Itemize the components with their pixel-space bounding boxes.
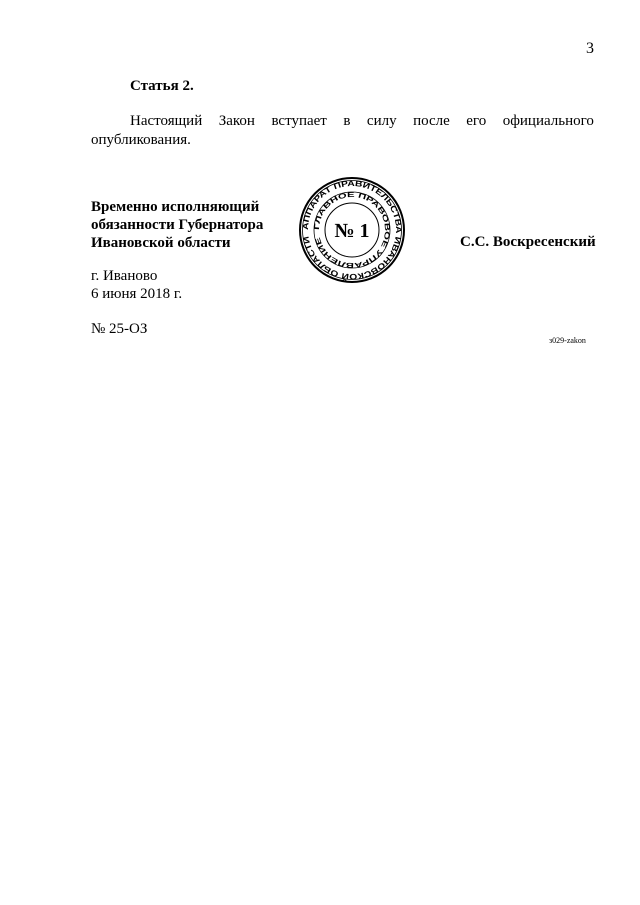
signer-title-line: Временно исполняющий: [91, 199, 260, 215]
article-body: [91, 112, 594, 150]
article-word: Настоящий: [130, 113, 203, 129]
article-first-line: [91, 112, 594, 131]
seal-center-label: № 1: [334, 220, 370, 242]
signer-title-line: обязанности Губернатора: [91, 217, 264, 233]
signer-title-line: Ивановской области: [91, 235, 231, 251]
place-date: [91, 267, 182, 303]
date: 6 июня 2018 г.: [91, 286, 183, 302]
seal-outer-text: АППАРАТ ПРАВИТЕЛЬСТВА ИВАНОВСКОЙ ОБЛАСТИ: [300, 178, 404, 282]
article-word: в: [343, 113, 351, 129]
official-seal: [298, 176, 406, 284]
article-heading: Статья 2.: [130, 78, 194, 94]
document-code: з029-zakon: [549, 336, 586, 345]
article-word: после: [413, 113, 450, 129]
article-word: официального: [502, 113, 594, 129]
article-word: силу: [366, 113, 397, 129]
article-word: Закон: [218, 113, 255, 129]
article-second-line: опубликования.: [91, 132, 191, 148]
signer-name: С.С. Воскресенский: [460, 234, 596, 250]
article-word: вступает: [271, 113, 327, 129]
law-number: № 25-ОЗ: [91, 321, 148, 337]
page-number: 3: [586, 40, 594, 57]
seal-inner-text: ГЛАВНОЕ ПРАВОВОЕ УПРАВЛЕНИЕ: [313, 191, 391, 269]
place: г. Иваново: [91, 268, 158, 284]
signer-title: [91, 198, 263, 252]
article-word: его: [466, 113, 487, 129]
